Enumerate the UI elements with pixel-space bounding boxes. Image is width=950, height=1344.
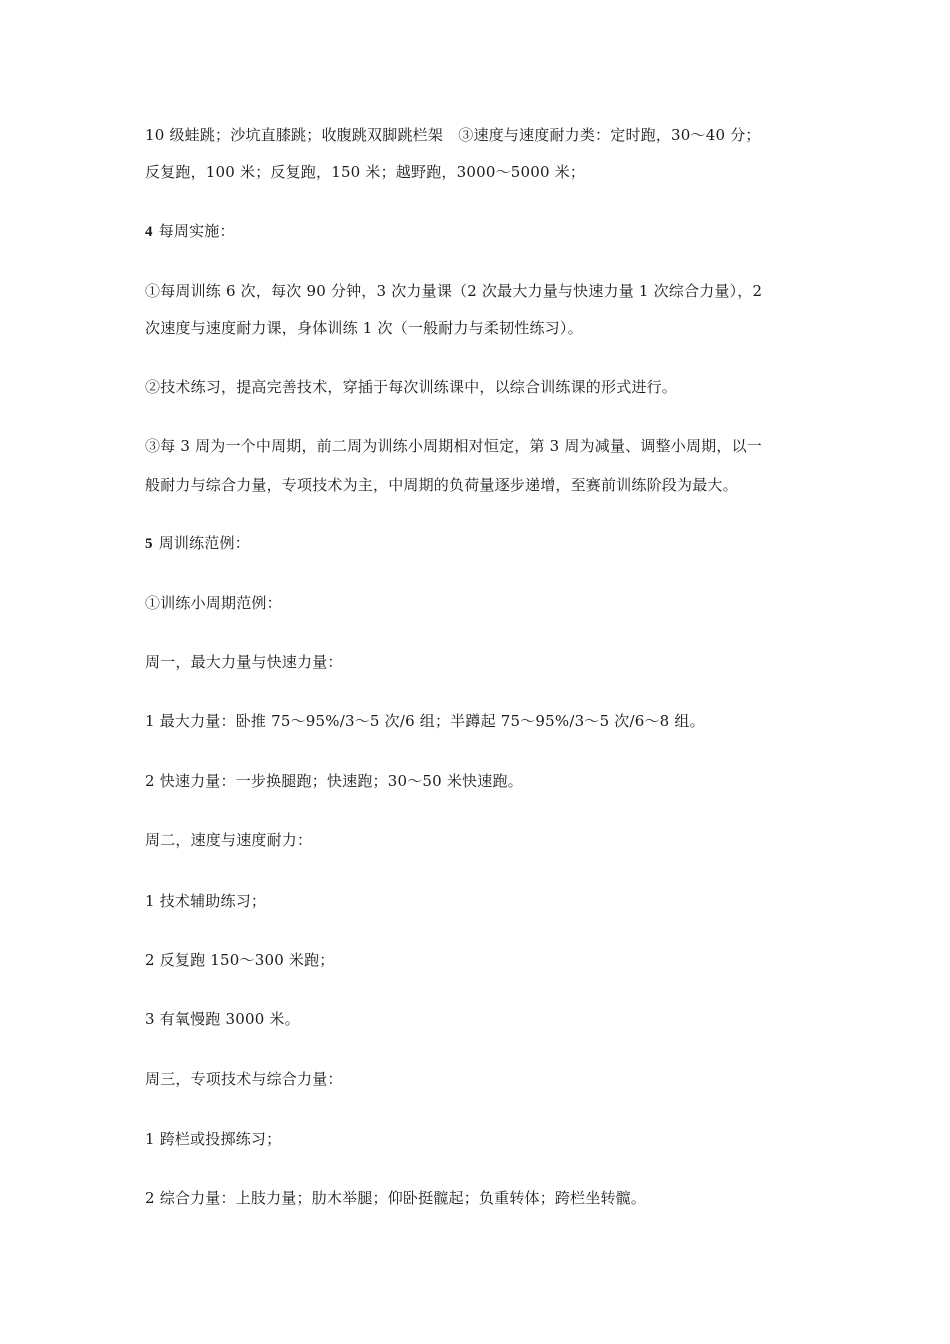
paragraph-line: ②技术练习，提高完善技术，穿插于每次训练课中，以综合训练课的形式进行。 bbox=[145, 378, 678, 396]
paragraph-line: 2 反复跑 150～300 米跑； bbox=[145, 951, 335, 969]
paragraph-line: 1 最大力量：卧推 75～95%/3～5 次/6 组；半蹲起 75～95%/3～5 次/6～8 组。 bbox=[145, 712, 705, 730]
paragraph-line: ①训练小周期范例： bbox=[145, 594, 282, 612]
paragraph-line: 3 有氧慢跑 3000 米。 bbox=[145, 1010, 300, 1028]
paragraph-line: 周三，专项技术与综合力量： bbox=[145, 1070, 343, 1088]
section-heading-5 bbox=[145, 533, 810, 554]
section-heading-4 bbox=[145, 221, 810, 242]
paragraph-line: 10 级蛙跳；沙坑直膝跳；收腹跳双脚跳栏架 ③速度与速度耐力类：定时跑，30～40 分； bbox=[145, 126, 761, 144]
paragraph-line: 2 快速力量：一步换腿跑；快速跑；30～50 米快速跑。 bbox=[145, 772, 523, 790]
paragraph-line: 1 跨栏或投掷练习； bbox=[145, 1130, 282, 1148]
paragraph-line: ①每周训练 6 次，每次 90 分钟，3 次力量课（2 次最大力量与快速力量 1 次综合力量），2 bbox=[145, 282, 763, 300]
paragraph-line: 2 综合力量：上肢力量；肋木举腿；仰卧挺髋起；负重转体；跨栏坐转髋。 bbox=[145, 1189, 647, 1207]
section-number: 4 bbox=[145, 224, 153, 240]
paragraph-line: 周一，最大力量与快速力量： bbox=[145, 653, 343, 671]
paragraph-line: 般耐力与综合力量，专项技术为主，中周期的负荷量逐步递增，至赛前训练阶段为最大。 bbox=[145, 476, 738, 494]
section-title: 每周实施： bbox=[158, 222, 235, 240]
paragraph-line: 次速度与速度耐力课，身体训练 1 次（一般耐力与柔韧性练习）。 bbox=[145, 319, 583, 337]
paragraph-line: 反复跑，100 米；反复跑，150 米；越野跑，3000～5000 米； bbox=[145, 163, 586, 181]
paragraph-line: 周二，速度与速度耐力： bbox=[145, 831, 313, 849]
section-number: 5 bbox=[145, 536, 153, 552]
paragraph-line: ③每 3 周为一个中周期，前二周为训练小周期相对恒定，第 3 周为减量、调整小周期，以一 bbox=[145, 437, 762, 455]
paragraph-line: 1 技术辅助练习； bbox=[145, 892, 267, 910]
section-title: 周训练范例： bbox=[158, 534, 250, 552]
